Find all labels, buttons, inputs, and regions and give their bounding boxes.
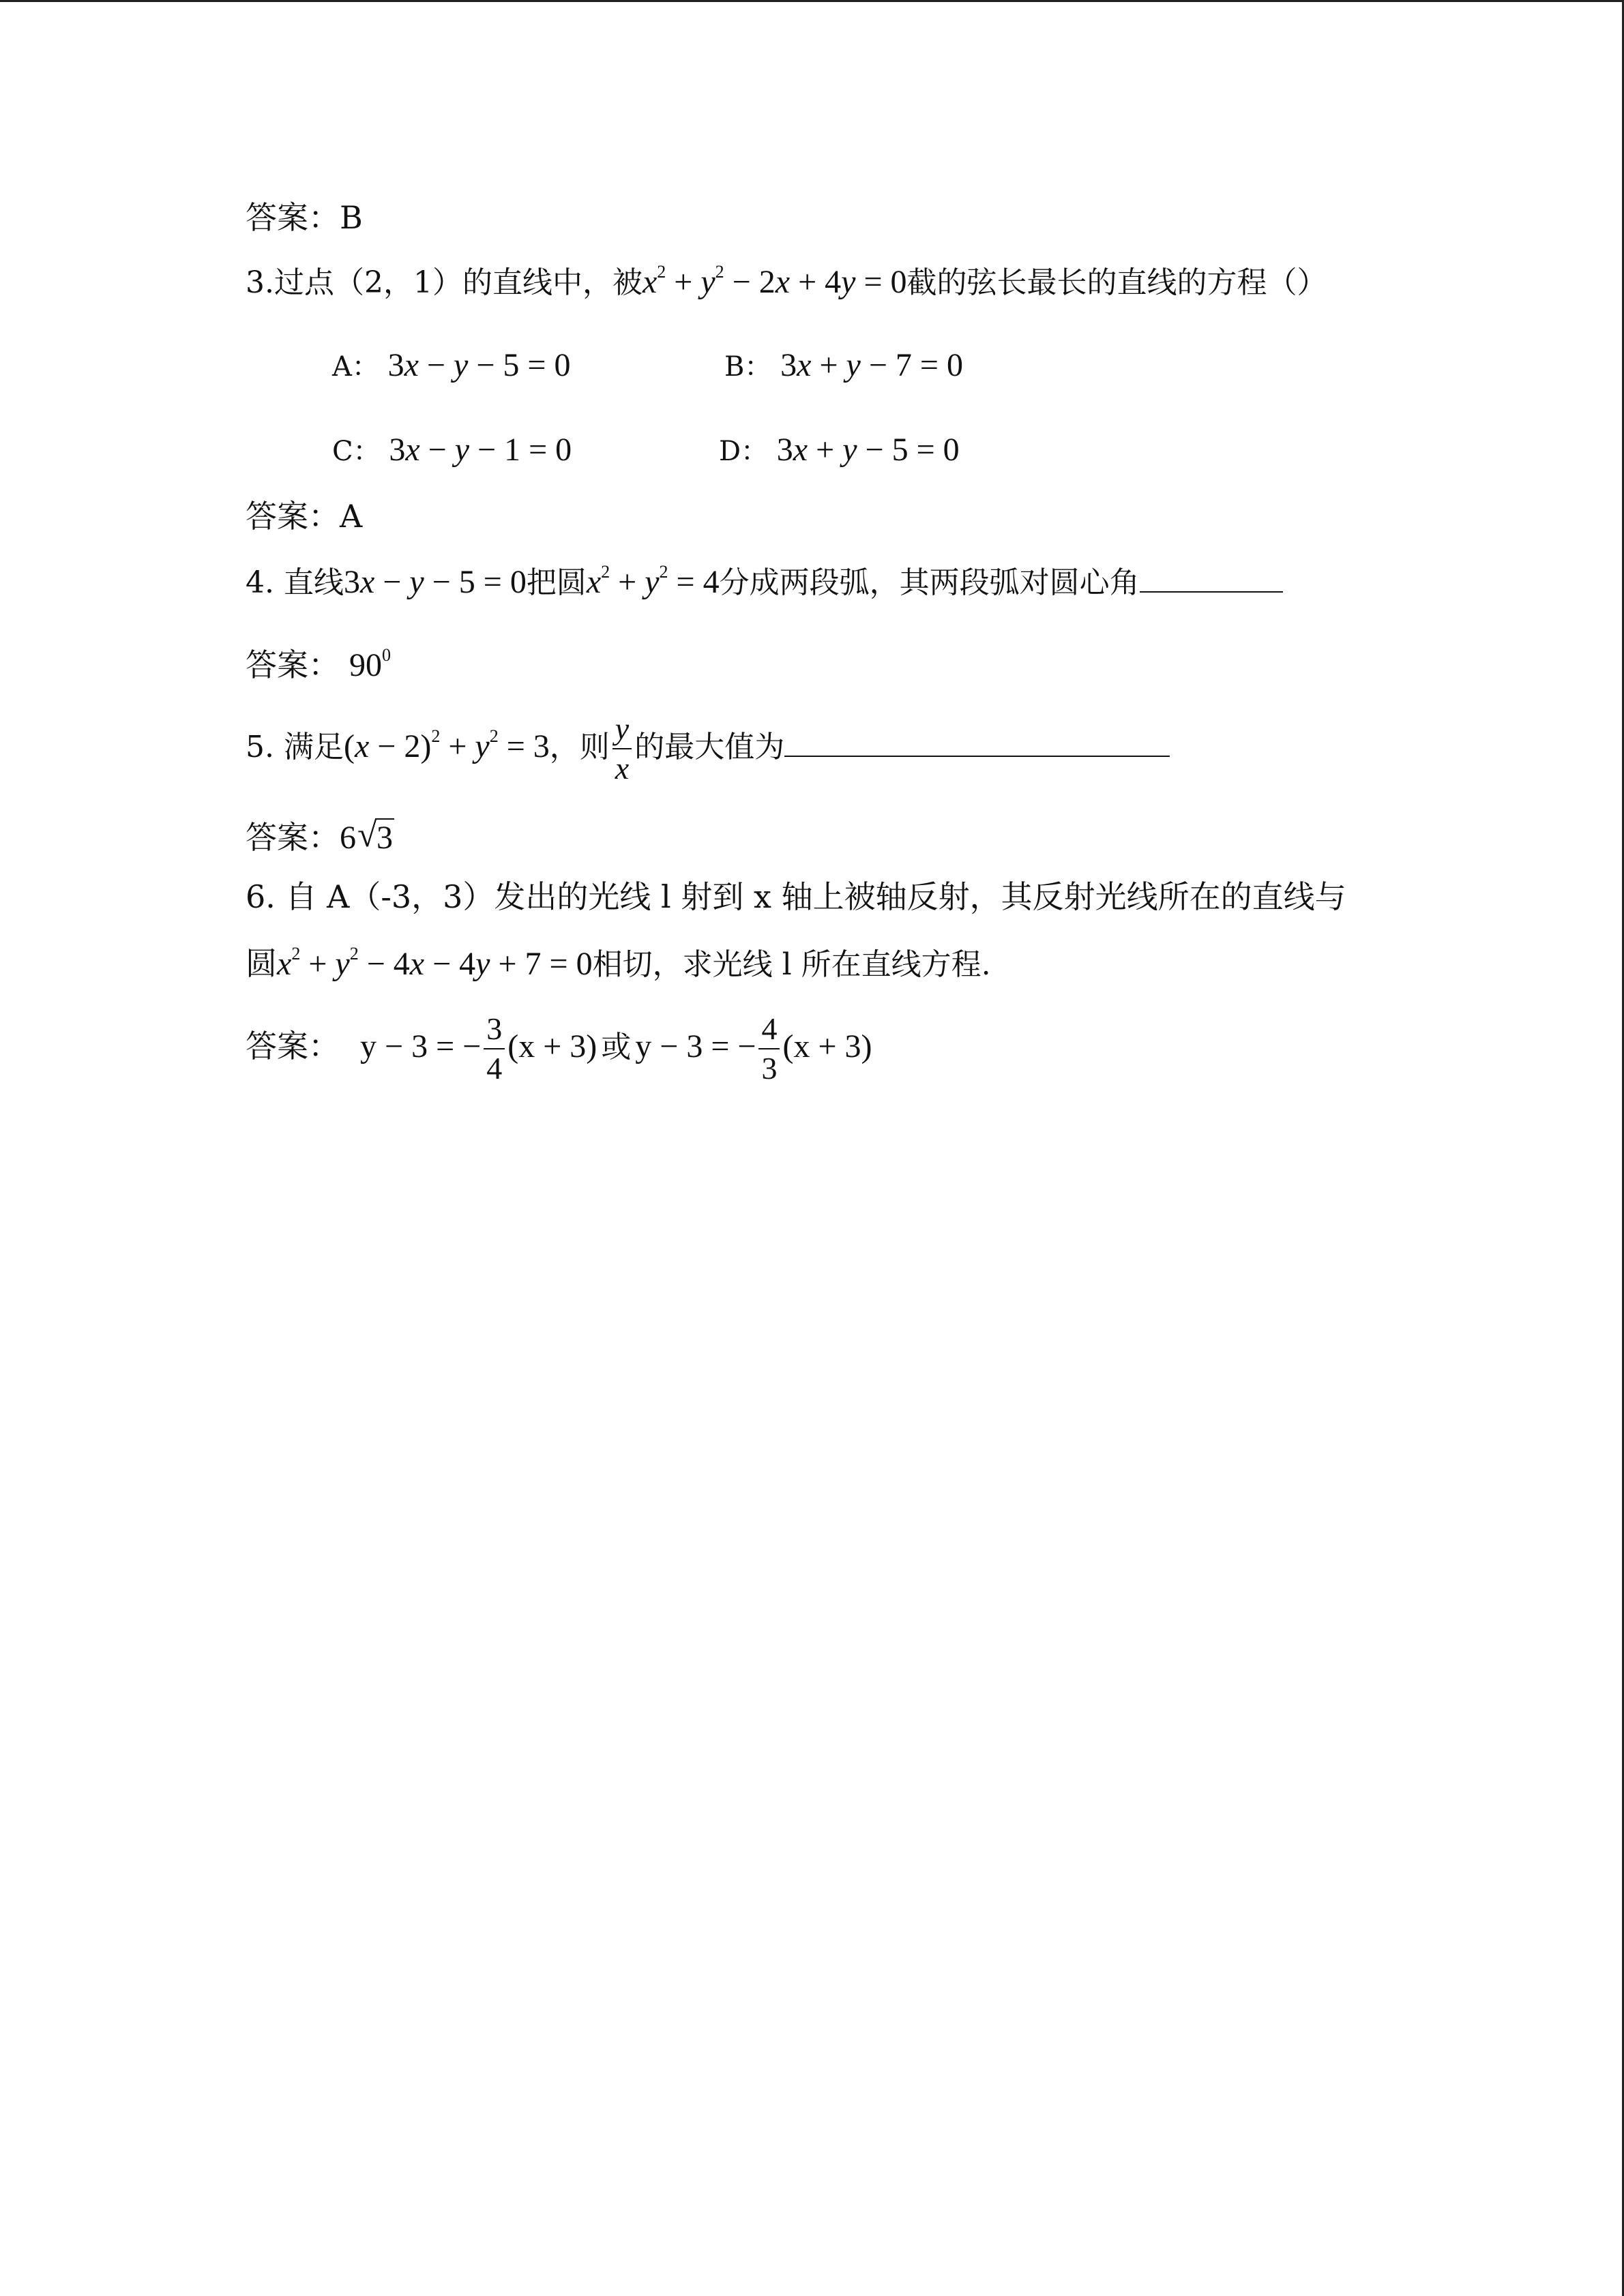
option-d-equation: 3x + y − 5 = 0 — [776, 432, 960, 468]
option-a — [332, 349, 570, 382]
question-5-mid: ，则 — [549, 729, 610, 764]
fraction-3-over-4: $\frac{3}{4}$ — [484, 1013, 505, 1086]
question-5 — [246, 713, 1170, 786]
answer-label: 答案： — [246, 199, 340, 236]
question-3 — [246, 262, 1327, 300]
option-c-key: C： — [332, 436, 381, 467]
option-c — [332, 434, 572, 466]
answer-value: B — [340, 199, 363, 236]
question-6-suffix: 相切，求光线 l 所在直线方程. — [592, 947, 991, 982]
question-6-line-1 — [246, 878, 1346, 915]
option-d-key: D： — [719, 436, 769, 467]
question-3-equation: $x^2 + y^2 - 2x + 4y = 0$ — [642, 262, 907, 300]
answer-label: 答案： — [246, 498, 340, 535]
question-4-circle-equation: $x^2 + y^2 = 4$ — [586, 562, 720, 600]
option-c-equation: 3x − y − 1 = 0 — [389, 432, 572, 468]
answer-4 — [246, 645, 391, 683]
answer-value: 6 √ 3 — [340, 816, 393, 856]
answer-value: $90^0$ — [349, 645, 391, 683]
question-4-line-equation: 3x − y − 5 = 0 — [343, 564, 527, 600]
option-a-equation: 3x − y − 5 = 0 — [387, 347, 571, 383]
question-6-text: 6. 自 A（-3，3）发出的光线 l 射到 x 轴上被轴反射，其反射光线所在的直线与 — [246, 878, 1346, 915]
answer-2 — [246, 199, 363, 236]
option-a-key: A： — [332, 351, 379, 383]
answer-label: 答案： — [246, 1027, 340, 1064]
answer-3 — [246, 498, 363, 535]
question-4-prefix: 4. 直线 — [246, 565, 344, 600]
question-4 — [246, 562, 1283, 600]
answer-6-equation-2: y − 3 = − — [635, 1028, 756, 1064]
question-3-prefix: 3.过点（2，1）的直线中，被 — [246, 265, 643, 300]
answer-label: 答案： — [246, 646, 340, 683]
option-b-equation: 3x + y − 7 = 0 — [780, 347, 963, 383]
fraction-4-over-3: $\frac{4}{3}$ — [758, 1013, 780, 1086]
sqrt-symbol: √ 3 — [357, 816, 393, 856]
question-3-suffix: 截的弦长最长的直线的方程（） — [906, 265, 1327, 300]
answer-blank — [784, 731, 1170, 757]
question-4-mid: 把圆 — [526, 565, 587, 600]
answer-5 — [246, 816, 394, 856]
question-6-line-2 — [246, 944, 991, 982]
answer-6-equation-1: y − 3 = − — [360, 1028, 482, 1064]
question-5-suffix: 的最大值为 — [634, 729, 785, 764]
answer-value: A — [340, 498, 363, 535]
answer-blank — [1140, 567, 1283, 593]
question-5-equation: $(x - 2)^2 + y^2 = 3$ — [343, 726, 550, 764]
question-5-prefix: 5. 满足 — [246, 729, 344, 764]
fraction-y-over-x — [612, 713, 632, 786]
answer-6-tail-1: (x + 3) — [507, 1028, 597, 1064]
question-6-prefix: 圆 — [246, 945, 277, 982]
option-b — [724, 349, 963, 382]
option-b-key: B： — [724, 351, 772, 383]
answer-6-joiner: 或 — [601, 1029, 632, 1064]
answer-label: 答案： — [246, 819, 340, 856]
option-d — [719, 434, 960, 466]
question-4-suffix: 分成两段弧，其两段弧对圆心角 — [719, 565, 1140, 600]
fraction-denominator: x — [615, 751, 630, 786]
answer-6 — [246, 1013, 872, 1086]
question-6-equation: $x^2 + y^2 - 4x - 4y + 7 = 0$ — [277, 944, 593, 982]
fraction-numerator: y — [612, 713, 632, 749]
answer-6-tail-2: (x + 3) — [782, 1028, 872, 1064]
